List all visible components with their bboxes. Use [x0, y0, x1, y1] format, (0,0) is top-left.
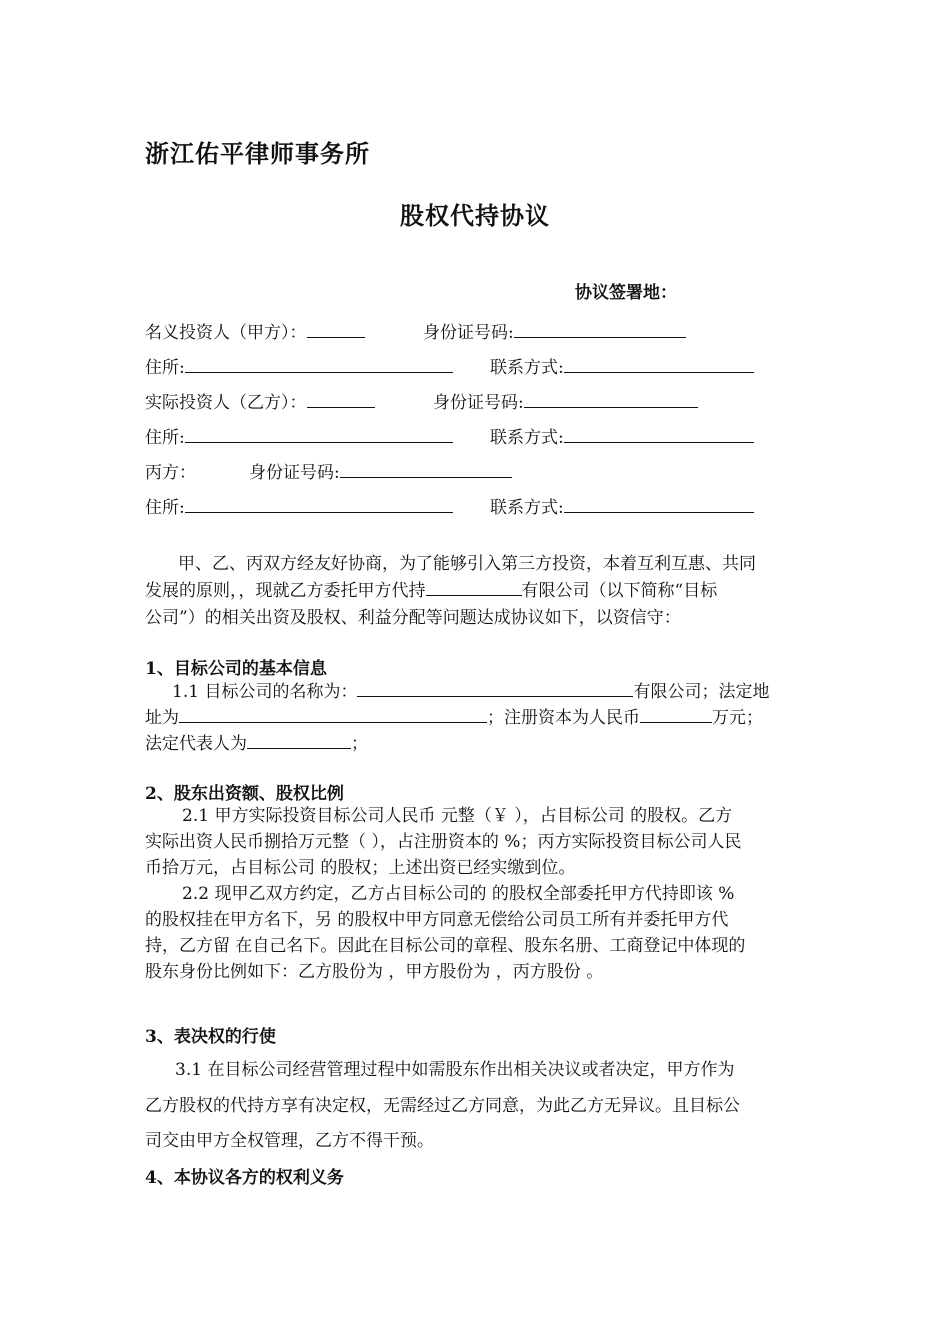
- address-row-3: [145, 493, 453, 518]
- legal-rep-blank: [247, 732, 351, 749]
- company-name-blank: [426, 579, 522, 596]
- intro-line-3: 公司”）的相关出资及股权、利益分配等问题达成协议如下，以资信守：: [145, 608, 681, 628]
- address-prefix: 址为: [145, 708, 179, 728]
- contact-row-1: [490, 353, 754, 378]
- section-2-heading: 2、股东出资额、股权比例: [145, 784, 344, 804]
- address-label: 住所:: [145, 498, 185, 518]
- intro-line-2-start: 发展的原则，，现就乙方委托甲方代持: [145, 581, 426, 601]
- address-row-2: [145, 423, 453, 448]
- address-blank: [185, 426, 453, 443]
- contact-label: 联系方式:: [490, 498, 564, 518]
- company-name-blank: [357, 680, 633, 697]
- signing-place: 协议签署地：: [575, 283, 677, 303]
- section-3-line-1: 3.1 在目标公司经营管理过程中如需股东作出相关决议或者决定，甲方作为: [175, 1060, 735, 1080]
- contact-row-2: [490, 423, 754, 448]
- legal-rep-label: 法定代表人为: [145, 734, 247, 754]
- nominal-investor-label: 名义投资人（甲方）：: [145, 323, 307, 343]
- legal-address-label: 有限公司；法定地: [633, 682, 770, 702]
- address-label: 住所:: [145, 428, 185, 448]
- actual-investor-blank: [307, 391, 375, 408]
- section-2-p2-line-4: 股东身份比例如下：乙方股份为 ，甲方股份为 ，丙方股份 。: [145, 962, 604, 982]
- legal-rep-end: ；: [351, 734, 368, 754]
- contact-blank: [564, 426, 754, 443]
- nominal-investor-row: [145, 318, 365, 343]
- registered-capital-blank: [640, 706, 712, 723]
- party-c-row: [145, 458, 196, 483]
- section-1-line-3: [145, 731, 368, 758]
- id-label: 身份证号码:: [249, 463, 340, 483]
- section-3-line-2: 乙方股权的代持方享有决定权，无需经过乙方同意，为此乙方无异议。且目标公: [145, 1096, 740, 1116]
- section-2-p1-line-3: 币拾万元，占目标公司 的股权；上述出资已经实缴到位。: [145, 858, 576, 878]
- section-2-p2-line-2: 的股权挂在甲方名下，另 的股权中甲方同意无偿给公司员工所有并委托甲方代: [145, 910, 729, 930]
- contact-label: 联系方式:: [490, 358, 564, 378]
- address-label: 住所:: [145, 358, 185, 378]
- address-blank: [185, 496, 453, 513]
- section-2-p1-line-2: 实际出资人民币捌拾万元整（ ），占注册资本的 %；丙方实际投资目标公司人民: [145, 832, 742, 852]
- contact-row-3: [490, 493, 754, 518]
- address-row-1: [145, 353, 453, 378]
- id-label: 身份证号码:: [433, 393, 524, 413]
- section-4-heading: 4、本协议各方的权利义务: [145, 1168, 344, 1188]
- section-3-heading: 3、表决权的行使: [145, 1027, 276, 1047]
- document-title: 股权代持协议: [400, 201, 550, 230]
- id-blank: [514, 321, 686, 338]
- intro-line-2-end: 有限公司（以下简称“目标: [521, 581, 718, 601]
- contact-label: 联系方式:: [490, 428, 564, 448]
- id-blank: [340, 461, 512, 478]
- contact-blank: [564, 356, 754, 373]
- registered-capital-label: ；注册资本为人民币: [487, 708, 640, 728]
- firm-name: 浙江佑平律师事务所: [145, 139, 370, 168]
- actual-investor-id-row: [433, 388, 698, 413]
- section-1-heading: 1、目标公司的基本信息: [145, 659, 327, 679]
- intro-line-1: 甲、乙、丙双方经友好协商，为了能够引入第三方投资，本着互利互惠、共同: [178, 554, 756, 574]
- nominal-investor-blank: [307, 321, 365, 338]
- party-c-id-row: [249, 458, 512, 483]
- actual-investor-label: 实际投资人（乙方）：: [145, 393, 307, 413]
- actual-investor-row: [145, 388, 375, 413]
- section-1-line-2: [145, 705, 763, 732]
- section-2-p2-line-3: 持，乙方留 在自己名下。因此在目标公司的章程、股东名册、工商登记中体现的: [145, 936, 746, 956]
- section-2-p2-line-1: 2.2 现甲乙双方约定，乙方占目标公司的 的股权全部委托甲方代持即该 %: [182, 884, 735, 904]
- id-label: 身份证号码:: [423, 323, 514, 343]
- nominal-investor-id-row: [423, 318, 686, 343]
- company-name-label: 1.1 目标公司的名称为：: [172, 682, 358, 702]
- section-3-line-3: 司交由甲方全权管理，乙方不得干预。: [145, 1131, 434, 1151]
- section-1-line-1: [172, 679, 769, 706]
- legal-address-blank: [179, 706, 487, 723]
- section-2-p1-line-1: 2.1 甲方实际投资目标公司人民币 元整（￥ ），占目标公司 的股权。乙方: [182, 806, 733, 826]
- address-blank: [185, 356, 453, 373]
- party-c-label: 丙方：: [145, 463, 196, 483]
- contact-blank: [564, 496, 754, 513]
- capital-unit: 万元；: [712, 708, 763, 728]
- intro-line-2: [145, 578, 717, 605]
- id-blank: [524, 391, 698, 408]
